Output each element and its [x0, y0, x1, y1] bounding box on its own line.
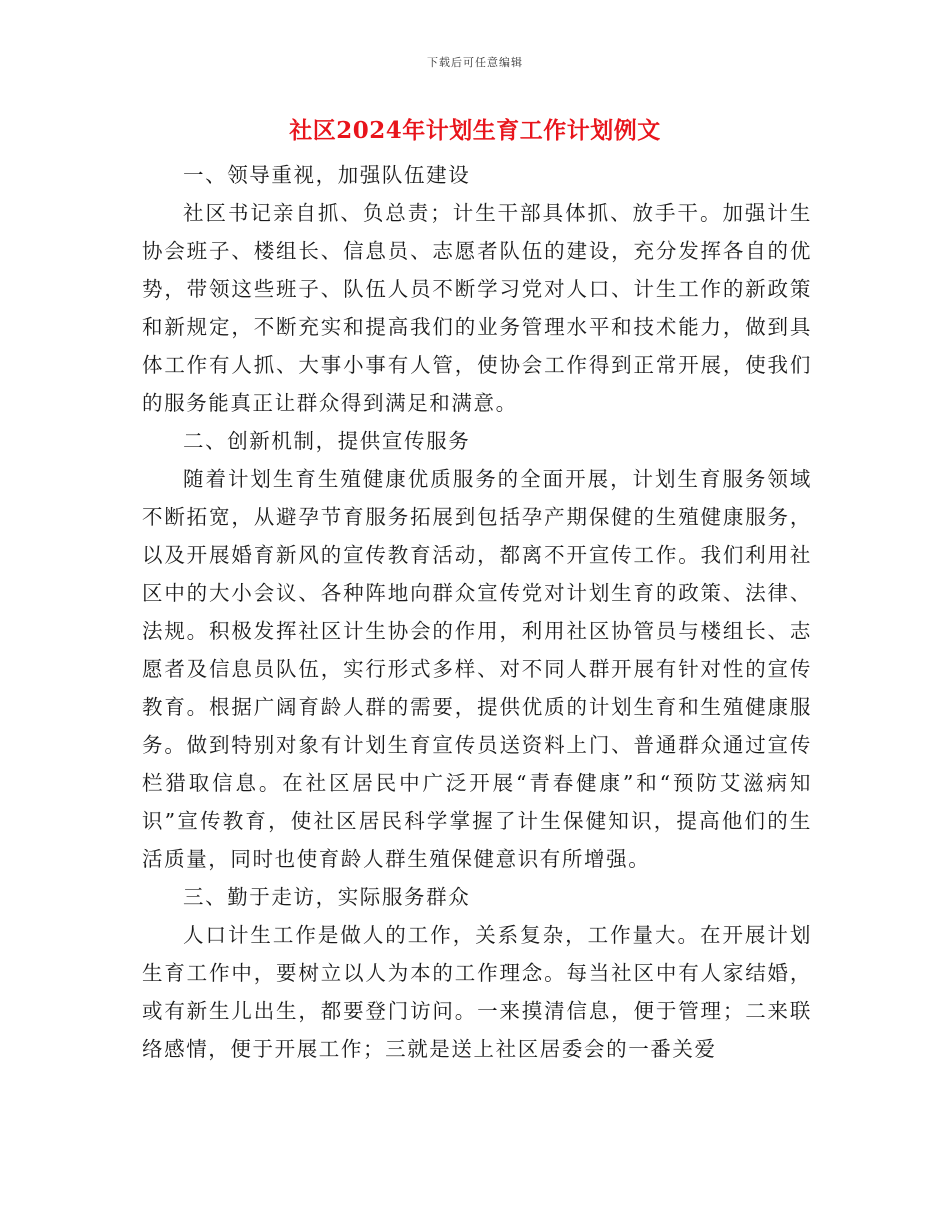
section-paragraph-3: 人口计生工作是做人的工作，关系复杂，工作量大。在开展计划生育工作中，要树立以人为本的工作理念。每当社区中有人家结婚，或有新生儿出生，都要登门访问。一来摸清信息，便于管理；二来联络感情，便于开展工作；三就是送上社区居委会的一番关爱: [142, 923, 812, 1061]
section-paragraph-2: 随着计划生育生殖健康优质服务的全面开展，计划生育服务领域不断拓宽，从避孕节育服务拓展到包括孕产期保健的生殖健康服务，以及开展婚育新风的宣传教育活动，都离不开宣传工作。我们利用社区中的大小会议、各种阵地向群众宣传党对计划生育的政策、法律、法规。积极发挥社区计生协会的作用，利用社区协管员与楼组长、志愿者及信息员队伍，实行形式多样、对不同人群开展有针对性的宣传教育。根据广阔育龄人群的需要，提供优质的计划生育和生殖健康服务。做到特别对象有计划生育宣传员送资料上门、普通群众通过宣传栏猎取信息。在社区居民中广泛开展“青春健康”和“预防艾滋病知识”宣传教育，使社区居民科学掌握了计生保健知识，提高他们的生活质量，同时也使育龄人群生殖保健意识有所增强。: [142, 467, 812, 871]
section-heading-1: 一、领导重视，加强队伍建设: [183, 163, 471, 187]
section-heading-2: 二、创新机制，提供宣传服务: [183, 429, 471, 453]
document-title: 社区2024年计划生育工作计划例文: [289, 117, 661, 144]
section-paragraph-1: 社区书记亲自抓、负总责；计生干部具体抓、放手干。加强计生协会班子、楼组长、信息员、志愿者队伍的建设，充分发挥各自的优势，带领这些班子、队伍人员不断学习党对人口、计生工作的新政策和新规定，不断充实和提高我们的业务管理水平和技术能力，做到具体工作有人抓、大事小事有人管，使协会工作得到正常开展，使我们的服务能真正让群众得到满足和满意。: [142, 201, 812, 415]
header-note: 下载后可任意编辑: [427, 56, 523, 69]
section-heading-3: 三、勤于走访，实际服务群众: [183, 885, 471, 909]
document-body: [142, 156, 812, 1068]
